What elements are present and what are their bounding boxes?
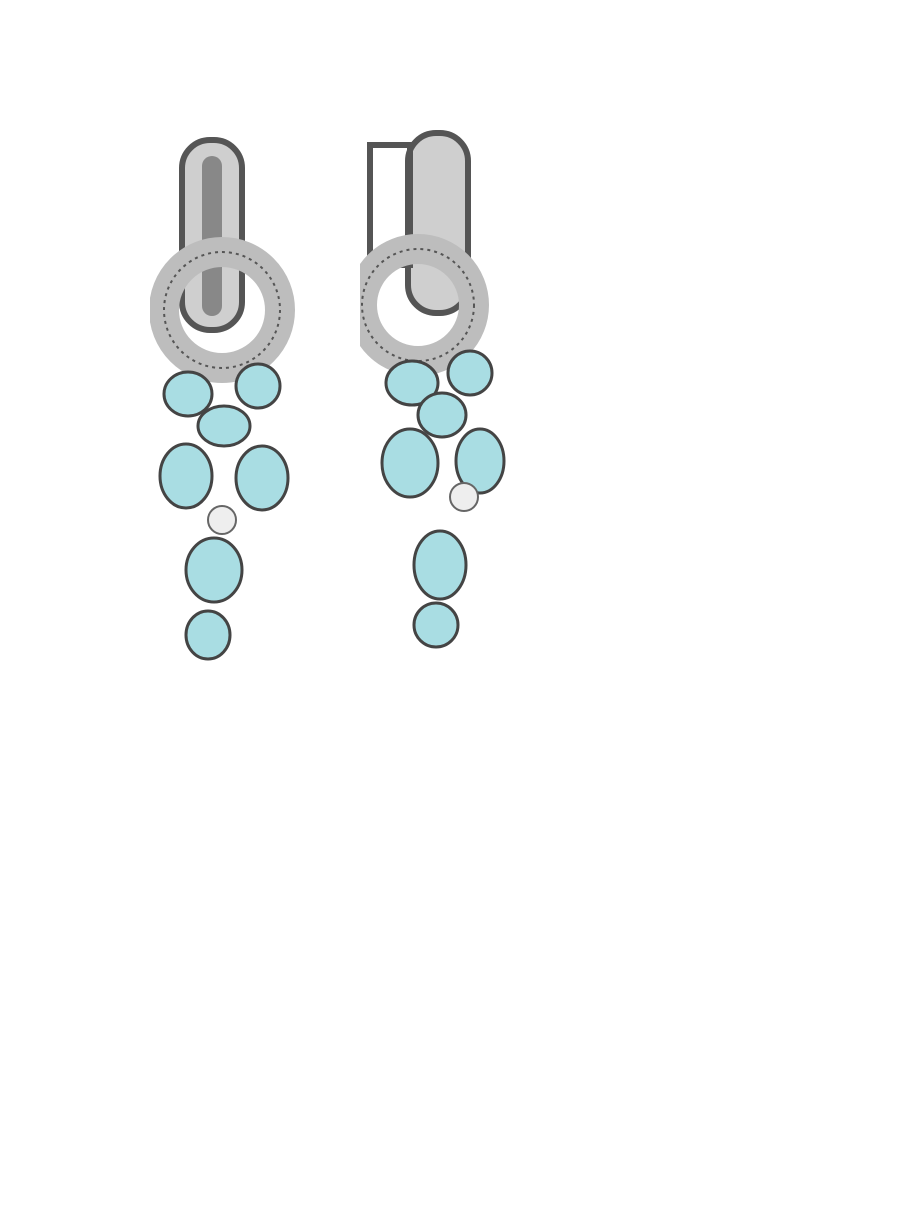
barcode bbox=[208, 1100, 488, 1156]
product-label bbox=[183, 738, 523, 1208]
left-earring-image bbox=[150, 130, 310, 670]
right-earring-image bbox=[360, 125, 520, 655]
